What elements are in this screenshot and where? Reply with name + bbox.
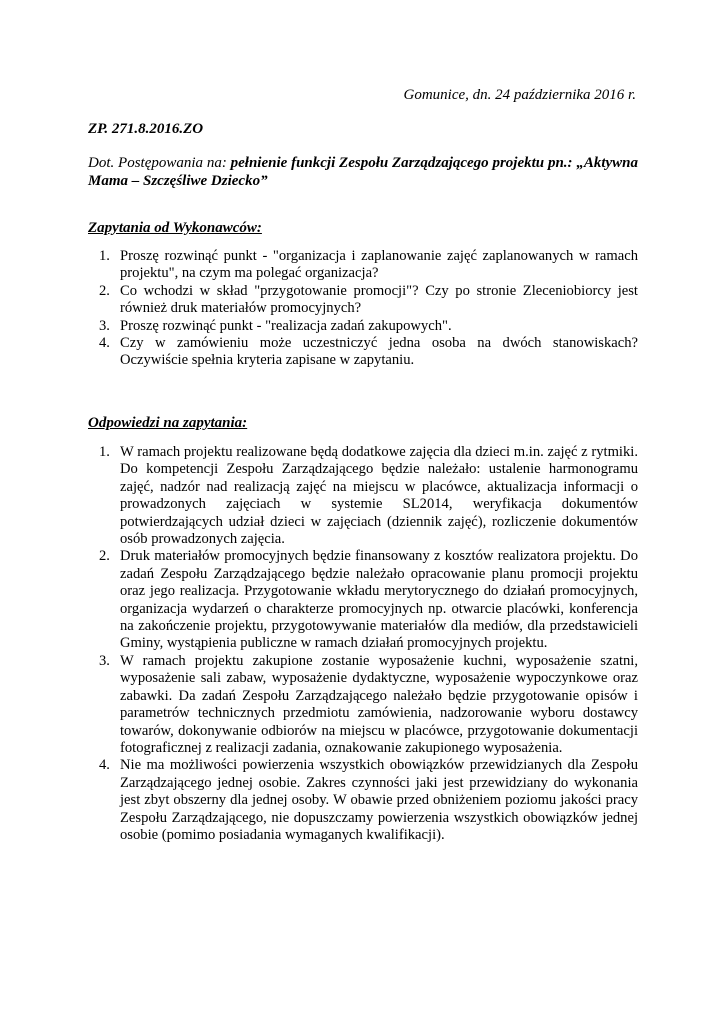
questions-heading-text: Zapytania od Wykonawców: (88, 220, 262, 236)
answers-list (88, 444, 638, 844)
subject-title: pełnienie funkcji Zespołu Zarządzającego projektu pn.: „Aktywna Mama – Szczęśliwe Dziecko” (88, 155, 638, 189)
list-item (88, 757, 638, 844)
item-number: 4. (99, 335, 110, 352)
answers-heading (88, 414, 247, 432)
item-text: Nie ma możliwości powierzenia wszystkich obowiązków przewidzianych dla Zespołu Zarządzającego jednej osobie. Zakres czynności jaki jest przewidziany do wykonania jest zbyt obszerny dla jednej osoby. W obawie przed obniżeniem poziomu jakości pracy Zespołu Zarządzającego, nie dopuszczamy powierzenia wszystkich obowiązków jednej osobie (pomimo posiadania wymaganych kwalifikacji). (120, 757, 638, 843)
subject-line (88, 154, 638, 190)
item-text: Druk materiałów promocyjnych będzie finansowany z kosztów realizatora projektu. Do zadań Zespołu Zarządzającego będzie należało opracowanie planu promocji projektu oraz jego realizacja. Przygotowanie wkładu merytorycznego do działań promocyjnych, organizacja wydarzeń o charakterze promocyjnych np. otwarcie placówki, konferencja na zakończenie projektu, przygotowywanie materiałów dla mediów, dla przedstawicieli Gminy, wystąpienia publiczne w ramach działań promocyjnych projektu. (120, 548, 638, 652)
list-item (88, 444, 638, 548)
item-text: Proszę rozwinąć punkt - "organizacja i zaplanowanie zajęć zaplanowanych w ramach projektu", na czym ma polegać organizacja? (120, 248, 638, 282)
list-item (88, 335, 638, 370)
item-number: 1. (99, 248, 110, 264)
item-text: Proszę rozwinąć punkt - "realizacja zadań zakupowych". (120, 317, 452, 334)
date-line: Gomunice, dn. 24 października 2016 r. (403, 87, 636, 103)
item-number: 2. (99, 548, 110, 565)
item-number: 1. (99, 444, 110, 460)
questions-list (88, 248, 638, 370)
item-text: Czy w zamówieniu może uczestniczyć jedna osoba na dwóch stanowiskach? Oczywiście spełnia kryteria zapisane w zapytaniu. (120, 335, 638, 369)
item-text: Co wchodzi w skład "przygotowanie promocji"? Czy po stronie Zleceniobiorcy jest również druk materiałów promocyjnych? (120, 282, 638, 317)
list-item (88, 248, 638, 283)
list-item (88, 548, 638, 652)
list-item (88, 653, 638, 757)
reference-number: ZP. 271.8.2016.ZO (88, 121, 204, 137)
item-number: 2. (99, 282, 110, 299)
item-number: 3. (99, 317, 110, 334)
list-item (88, 318, 638, 335)
list-item (88, 283, 638, 318)
questions-heading (88, 219, 262, 237)
item-number: 4. (99, 757, 110, 774)
item-text: W ramach projektu realizowane będą dodatkowe zajęcia dla dzieci m.in. zajęć z rytmiki. Do kompetencji Zespołu Zarządzającego będzie należało: ustalenie harmonogramu zajęć, nadzór nad realizacją zajęć na miejscu w placówce, aktualizacja informacji o prowadzonych zajęciach w systemie SL2014, weryfikacja dokumentów potwierdzających udział dzieci w zajęciach (dziennik zajęć), rozliczenie dokumentów osób prowadzonych zajęcia. (120, 444, 638, 548)
item-text: W ramach projektu zakupione zostanie wyposażenie kuchni, wyposażenie szatni, wyposażenie sali zabaw, wyposażenie dydaktyczne, wyposażenie wypoczynkowe oraz zabawki. Da zadań Zespołu Zarządzającego należało będzie przygotowanie opisów i parametrów technicznych przedmiotu zamówienia, nadzorowanie wyboru dostawcy towarów, dokonywanie odbiorów na miejscu w placówce, przygotowanie dokumentacji fotograficznej z realizacji zadania, oznakowanie zakupionego wyposażenia. (120, 652, 638, 756)
item-number: 3. (99, 652, 110, 669)
subject-prefix: Dot. Postępowania na: (88, 155, 227, 171)
answers-heading-text: Odpowiedzi na zapytania: (88, 415, 248, 431)
